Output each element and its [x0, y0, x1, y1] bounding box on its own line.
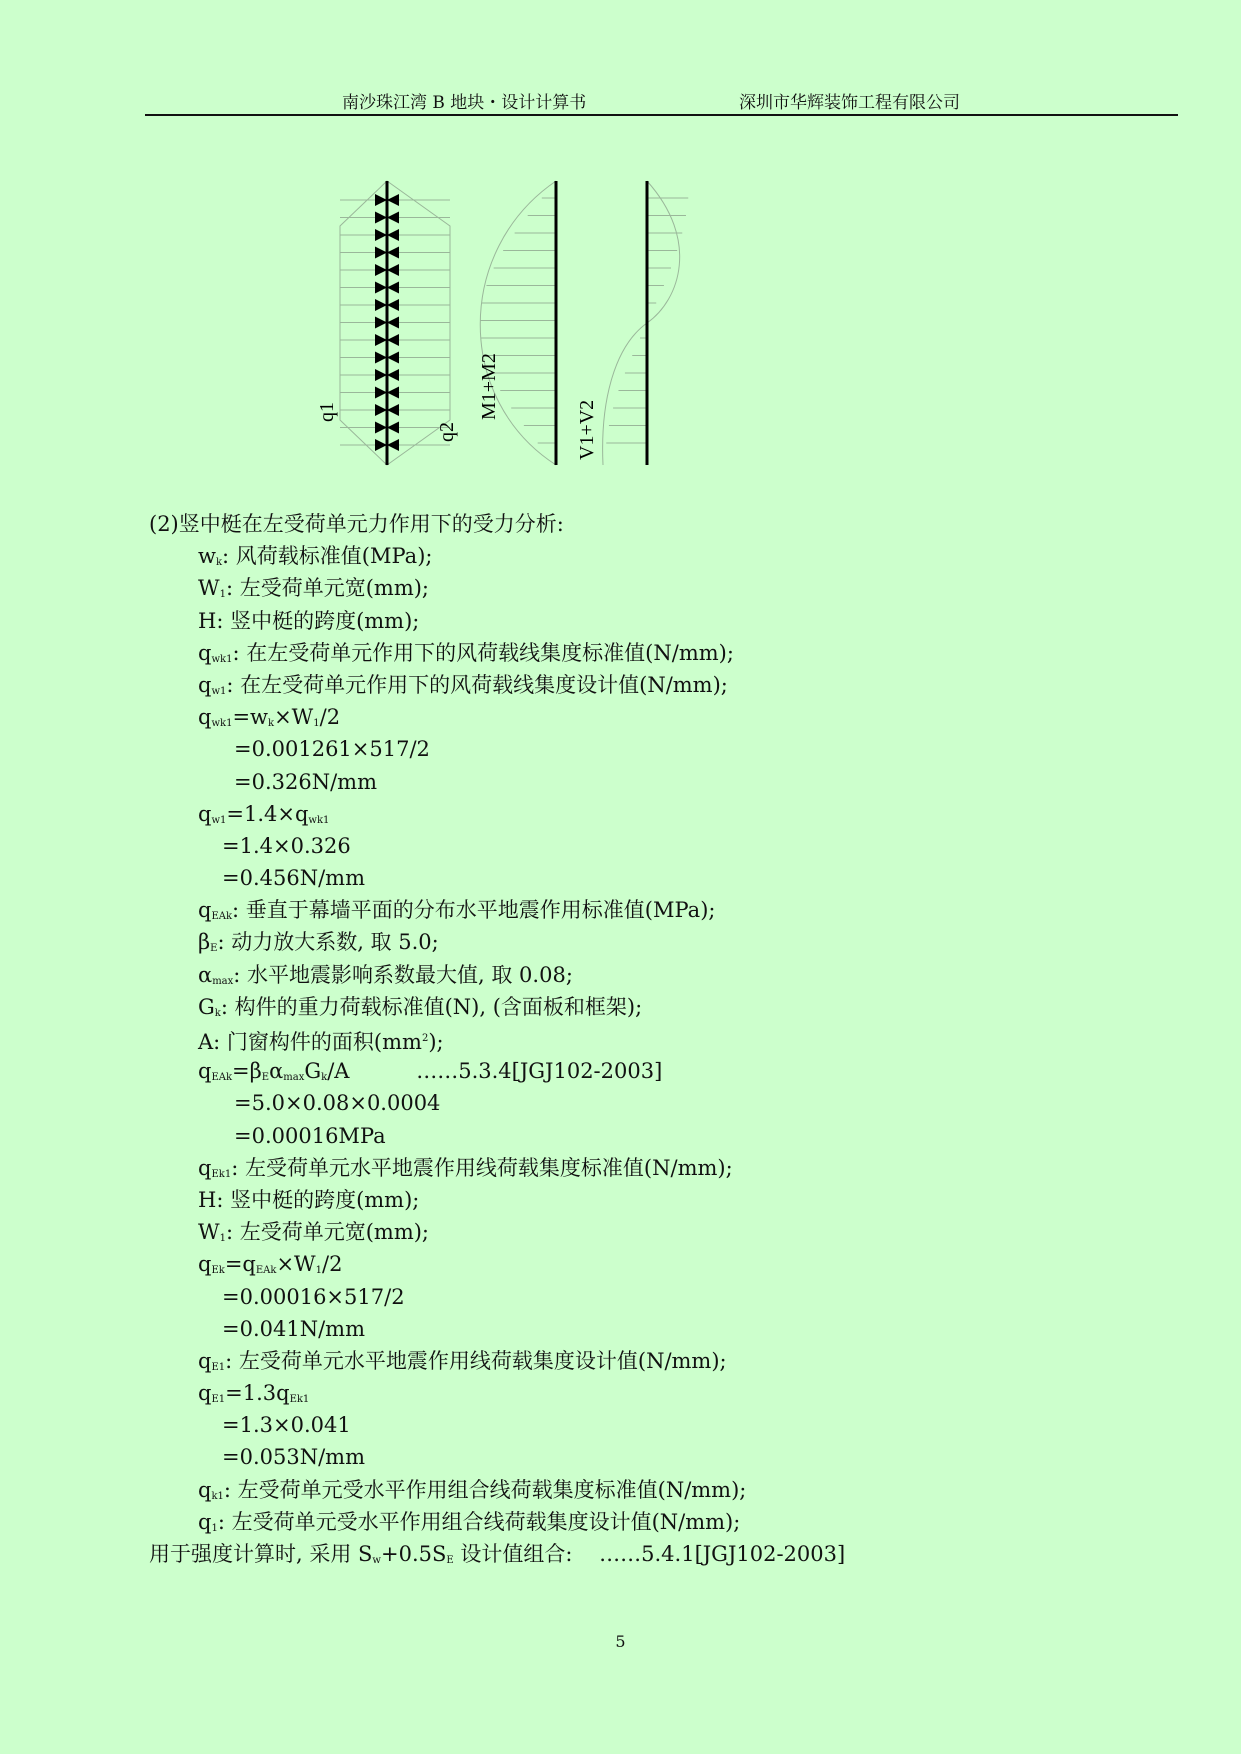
- calc-line: [0, 1023, 1241, 1055]
- calc-text-part: W: [198, 1220, 220, 1245]
- calc-line: [0, 572, 1241, 604]
- load-arrow: [387, 334, 399, 346]
- load-arrow: [387, 439, 399, 451]
- calc-line: [0, 1474, 1241, 1506]
- calc-line: [0, 605, 1241, 637]
- calc-text-part: 1: [315, 1265, 323, 1277]
- calc-text-part: =0.456N/mm: [222, 866, 365, 891]
- load-arrow: [387, 404, 399, 416]
- calc-text-part: w1: [211, 814, 227, 826]
- calc-text-part: q: [198, 1252, 212, 1277]
- calc-text-part: : 左受荷单元受水平作用组合线荷载集度设计值(N/mm);: [217, 1509, 741, 1534]
- calc-text-part: q: [198, 898, 212, 923]
- calc-line: [0, 1152, 1241, 1184]
- calc-line: [0, 894, 1241, 926]
- calc-line: [0, 733, 1241, 765]
- calc-text-part: Ek1: [289, 1394, 310, 1406]
- calc-text-part: H: 竖中梃的跨度(mm);: [198, 608, 420, 633]
- calc-text-part: /2: [322, 1252, 343, 1277]
- calc-text-part: q: [198, 1059, 212, 1084]
- calc-text-part: H: 竖中梃的跨度(mm);: [198, 1187, 420, 1212]
- calc-text-part: 2: [421, 1033, 429, 1044]
- load-arrow: [375, 247, 387, 259]
- calc-text-part: q: [198, 1509, 212, 1534]
- load-arrow: [375, 439, 387, 451]
- calc-text-part: : 左受荷单元宽(mm);: [225, 1220, 430, 1245]
- calc-text-part: 1: [313, 718, 320, 730]
- calc-text-part: : 水平地震影响系数最大值, 取 0.08;: [233, 962, 573, 987]
- calc-text-part: =0.053N/mm: [222, 1445, 365, 1470]
- calc-text-part: /2: [319, 705, 341, 730]
- calc-line: [0, 830, 1241, 862]
- calc-line: [0, 798, 1241, 830]
- load-diagram: [300, 170, 700, 470]
- load-arrow: [387, 194, 399, 206]
- calc-line: [0, 1313, 1241, 1345]
- load-arrow: [387, 247, 399, 259]
- load-arrow: [375, 352, 387, 364]
- calc-text-part: =1.4×q: [226, 801, 309, 826]
- calc-text-part: ×W: [274, 705, 314, 730]
- calc-text-part: q: [198, 640, 212, 665]
- calc-text-part: : 风荷载标准值(MPa);: [222, 544, 433, 569]
- calc-text-part: =1.3×0.041: [222, 1413, 351, 1438]
- calc-text-part: E1: [211, 1361, 226, 1373]
- calc-text-part: w: [372, 1555, 381, 1566]
- load-arrow: [375, 422, 387, 434]
- load-arrow: [375, 299, 387, 311]
- calc-text-part: : 在左受荷单元作用下的风荷载线集度标准值(N/mm);: [232, 640, 734, 665]
- calc-text-part: wk1: [308, 814, 330, 826]
- calc-line: [0, 959, 1241, 991]
- calc-text-part: max: [212, 975, 234, 987]
- calc-text-part: =β: [232, 1059, 262, 1084]
- calc-text-part: =w: [232, 705, 269, 730]
- calc-text-part: );: [428, 1030, 444, 1054]
- calc-text-part: w1: [211, 685, 227, 697]
- label-q1: q1: [316, 402, 338, 422]
- load-arrow: [375, 212, 387, 224]
- calc-text-part: =0.00016MPa: [234, 1123, 386, 1148]
- calc-text-part: : 左受荷单元宽(mm);: [225, 576, 430, 601]
- calc-line: [0, 1538, 1241, 1570]
- calc-text-part: α: [269, 1059, 284, 1084]
- load-arrow: [375, 334, 387, 346]
- calc-text-part: : 垂直于幕墙平面的分布水平地震作用标准值(MPa);: [232, 898, 716, 923]
- calc-text-part: wk1: [211, 653, 233, 665]
- calc-text-part: w: [198, 544, 216, 569]
- calc-text-part: =0.00016×517/2: [222, 1284, 405, 1309]
- load-arrow: [387, 264, 399, 276]
- calc-text-part: q: [198, 705, 212, 730]
- shear-diagram-curve: [603, 181, 680, 465]
- calc-line: [0, 991, 1241, 1023]
- calc-text-part: : 在左受荷单元作用下的风荷载线集度设计值(N/mm);: [226, 672, 728, 697]
- calc-text-part: E: [261, 1072, 270, 1084]
- load-arrow: [375, 229, 387, 241]
- calc-line: [0, 1441, 1241, 1473]
- load-arrow: [375, 387, 387, 399]
- calc-text-part: W: [198, 576, 220, 601]
- load-arrow: [387, 229, 399, 241]
- calc-text-part: =0.326N/mm: [234, 769, 377, 794]
- header-company-name: 深圳市华辉装饰工程有限公司: [739, 93, 960, 113]
- calc-line: [0, 1087, 1241, 1119]
- calc-line: [0, 1184, 1241, 1216]
- calc-line: [0, 766, 1241, 798]
- moment-diagram-curve: [480, 181, 556, 465]
- calc-text-part: max: [283, 1072, 305, 1084]
- calc-text-part: q: [198, 1477, 212, 1502]
- calc-text-part: q: [198, 1348, 212, 1373]
- calc-text-part: =0.041N/mm: [222, 1316, 365, 1341]
- label-moment: M1+M2: [478, 353, 500, 420]
- calc-text-part: =5.0×0.08×0.0004: [234, 1091, 441, 1116]
- calc-line: [0, 1120, 1241, 1152]
- load-arrow: [375, 264, 387, 276]
- calc-text-part: : 左受荷单元水平地震作用线荷载集度标准值(N/mm);: [231, 1155, 733, 1180]
- calc-text-part: 设计值组合: ……5.4.1[JGJ102-2003]: [453, 1542, 846, 1566]
- calc-text-part: k: [214, 1007, 221, 1019]
- calc-text-part: G: [198, 994, 215, 1019]
- load-arrow: [387, 317, 399, 329]
- calc-text-part: k: [321, 1072, 328, 1084]
- calc-line: [0, 1345, 1241, 1377]
- calc-text-part: E1: [211, 1394, 226, 1406]
- calc-text-part: =q: [224, 1252, 256, 1277]
- calc-line: [0, 701, 1241, 733]
- load-arrow: [375, 317, 387, 329]
- calc-text-part: 用于强度计算时, 采用 S: [149, 1542, 373, 1566]
- calc-line: [0, 926, 1241, 958]
- load-arrow: [387, 212, 399, 224]
- calc-text-part: 1: [211, 1522, 218, 1534]
- calc-line: [0, 1055, 1241, 1087]
- calc-text-part: +0.5S: [380, 1542, 447, 1566]
- load-arrow: [387, 299, 399, 311]
- load-arrow: [375, 404, 387, 416]
- calc-text-part: q: [198, 1381, 212, 1406]
- calc-text-part: Ek1: [211, 1168, 232, 1180]
- calc-text-part: E: [210, 943, 218, 955]
- calc-line: [0, 508, 1241, 540]
- calc-text-part: k1: [211, 1490, 224, 1502]
- calc-text-part: (2)竖中梃在左受荷单元力作用下的受力分析:: [149, 512, 564, 536]
- calc-text-part: q: [198, 672, 212, 697]
- load-arrow: [387, 352, 399, 364]
- calc-text-part: wk1: [211, 718, 233, 730]
- load-arrow: [375, 369, 387, 381]
- calc-text-part: G: [304, 1059, 322, 1084]
- calc-text-part: 1: [219, 589, 226, 601]
- calc-text-part: 1: [219, 1233, 226, 1245]
- label-shear: V1+V2: [576, 399, 598, 460]
- calc-line: [0, 540, 1241, 572]
- calc-line: [0, 1248, 1241, 1280]
- calc-line: [0, 1377, 1241, 1409]
- calc-line: [0, 862, 1241, 894]
- calc-text-part: β: [198, 930, 211, 955]
- calc-text-part: : 构件的重力荷载标准值(N), (含面板和框架);: [220, 994, 643, 1019]
- calc-text-part: EAk: [255, 1265, 277, 1277]
- calc-text-part: : 左受荷单元水平地震作用线荷载集度设计值(N/mm);: [225, 1348, 727, 1373]
- calc-text-part: =1.3q: [225, 1381, 290, 1406]
- load-arrow: [387, 387, 399, 399]
- load-arrow: [387, 369, 399, 381]
- calc-text-part: : 左受荷单元受水平作用组合线荷载集度标准值(N/mm);: [223, 1477, 747, 1502]
- calc-text-part: Ek: [211, 1265, 225, 1277]
- calc-text-part: /A ……5.3.4[JGJ102-2003]: [327, 1059, 663, 1084]
- calc-text-part: k: [215, 557, 223, 569]
- calc-text-part: ×W: [276, 1252, 316, 1277]
- calc-text-part: E: [446, 1555, 454, 1566]
- calc-text-part: =0.001261×517/2: [234, 737, 430, 762]
- calc-line: [0, 669, 1241, 701]
- page-header: [145, 86, 1178, 116]
- calc-text-part: EAk: [211, 911, 233, 923]
- load-arrow: [375, 194, 387, 206]
- calc-text-part: q: [198, 1155, 212, 1180]
- load-arrow: [387, 282, 399, 294]
- load-arrow: [375, 282, 387, 294]
- calc-text-part: A: 门窗构件的面积(mm: [198, 1030, 422, 1054]
- header-project-title: 南沙珠江湾 B 地块・设计计算书: [342, 93, 587, 113]
- load-arrow: [387, 422, 399, 434]
- calc-line: [0, 1409, 1241, 1441]
- calc-text-part: EAk: [211, 1072, 233, 1084]
- calc-line: [0, 637, 1241, 669]
- calc-text-part: q: [198, 801, 212, 826]
- calc-line: [0, 1281, 1241, 1313]
- label-q2: q2: [436, 422, 458, 442]
- calc-text-part: =1.4×0.326: [222, 833, 351, 858]
- page-number: 5: [615, 1632, 626, 1651]
- calc-line: [0, 1506, 1241, 1538]
- calc-text-part: : 动力放大系数, 取 5.0;: [217, 930, 439, 955]
- calc-text-part: k: [268, 718, 275, 730]
- calc-line: [0, 1216, 1241, 1248]
- calculation-text: [0, 508, 1241, 1570]
- calc-text-part: α: [198, 962, 213, 987]
